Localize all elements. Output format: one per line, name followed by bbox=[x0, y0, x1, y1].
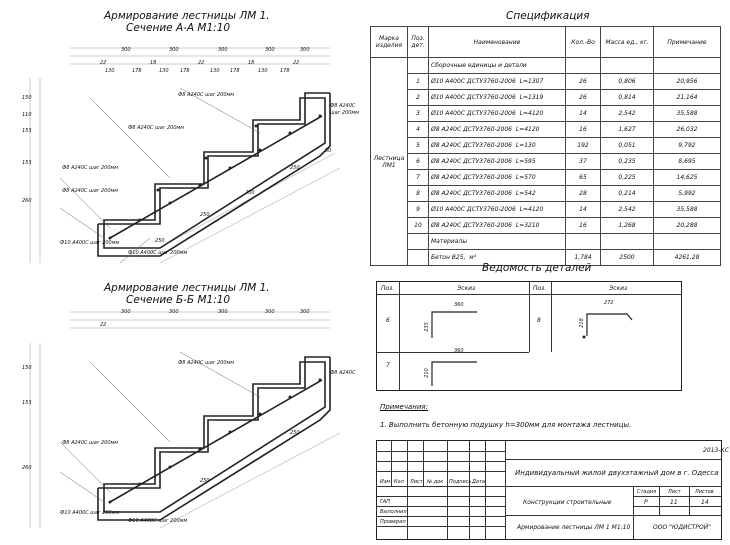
spec-header: Кол.-Во bbox=[566, 27, 601, 58]
concrete-name: Бетон В25, м³ bbox=[429, 250, 566, 266]
details-header-sketch: Эскиз bbox=[609, 285, 628, 292]
spec-cell: 26,032 bbox=[654, 122, 721, 138]
stamp-col: Дата bbox=[472, 479, 485, 485]
spec-cell: 16 bbox=[566, 122, 601, 138]
stamp-col: Изм bbox=[380, 479, 391, 485]
spec-cell: 0,225 bbox=[601, 170, 654, 186]
dim-label: 18 bbox=[248, 60, 255, 66]
product-mark: Лестница ЛМ1 bbox=[371, 58, 408, 266]
dim-label: 300 bbox=[300, 309, 310, 315]
spec-cell: 8 bbox=[408, 186, 429, 202]
sketch-6 bbox=[427, 306, 487, 342]
dim-label: 300 bbox=[121, 47, 131, 53]
dim-label: 300 bbox=[218, 309, 228, 315]
spec-header: Примечание bbox=[654, 27, 721, 58]
dim-label: 300 bbox=[265, 309, 275, 315]
dim-label: 150 bbox=[22, 95, 32, 101]
spec-cell: 26 bbox=[566, 74, 601, 90]
spec-name: Ø8 А240С ДСТУ3760-2006 L=595 bbox=[429, 154, 566, 170]
dim-label: 250 bbox=[155, 238, 165, 244]
dim-label: 22 bbox=[198, 60, 205, 66]
dim-label: 150 bbox=[22, 365, 32, 371]
rebar-callout: Ф8 А240С шаг 200мм bbox=[178, 92, 235, 98]
dim-label: 153 bbox=[22, 128, 32, 134]
dim-label: 300 bbox=[121, 309, 131, 315]
stamp-role: Проверил bbox=[380, 519, 406, 525]
spec-cell: 2 bbox=[408, 90, 429, 106]
rebar-callout: Ф10 А400С шаг 200мм bbox=[128, 250, 188, 256]
spec-name: Ø8 А240С ДСТУ3760-2006 L=3210 bbox=[429, 218, 566, 234]
dim-label: 300 bbox=[265, 47, 275, 53]
spec-name: Ø10 А400С ДСТУ3760-2006 L=4120 bbox=[429, 202, 566, 218]
spec-cell: 4 bbox=[408, 122, 429, 138]
spec-cell: 26 bbox=[566, 90, 601, 106]
dim-label: 22 bbox=[293, 60, 300, 66]
spec-group: Материалы bbox=[429, 234, 566, 250]
stair-drawing-b bbox=[0, 308, 365, 538]
spec-cell: 14 bbox=[566, 106, 601, 122]
dim-label: 130 bbox=[258, 68, 268, 74]
spec-header: Поз. дет. bbox=[408, 27, 429, 58]
rebar-callout: Ф8 А240С bbox=[330, 103, 356, 109]
spec-cell: 0,051 bbox=[601, 138, 654, 154]
specification-table bbox=[370, 26, 721, 266]
rebar-callout: шаг 200мм bbox=[330, 110, 359, 116]
sketch-dim: 360 bbox=[454, 302, 464, 308]
spec-cell: 1,268 bbox=[601, 218, 654, 234]
sketch-dim: 210 bbox=[423, 368, 430, 378]
spec-name: Ø10 А400С ДСТУ3760-2006 L=1307 bbox=[429, 74, 566, 90]
spec-cell: 8,695 bbox=[654, 154, 721, 170]
spec-cell: 7 bbox=[408, 170, 429, 186]
sketch-dim: 235 bbox=[423, 322, 430, 332]
dim-label: 22 bbox=[100, 60, 107, 66]
dim-label: 130 bbox=[210, 68, 220, 74]
title-block bbox=[376, 440, 729, 540]
spec-cell: 35,588 bbox=[654, 202, 721, 218]
spec-cell: 5,992 bbox=[654, 186, 721, 202]
details-header-pos: Поз. bbox=[381, 285, 395, 292]
spec-cell: 10 bbox=[408, 218, 429, 234]
sketch-dim: 272 bbox=[604, 300, 614, 306]
spec-cell: 1,627 bbox=[601, 122, 654, 138]
spec-cell: 65 bbox=[566, 170, 601, 186]
spec-cell: 9 bbox=[408, 202, 429, 218]
dim-label: 18 bbox=[150, 60, 157, 66]
sheets-value: 14 bbox=[701, 499, 709, 506]
dim-label: 260 bbox=[22, 198, 32, 204]
dim-label: 178 bbox=[132, 68, 142, 74]
spec-cell: 1 bbox=[408, 74, 429, 90]
notes-title: Примечания: bbox=[380, 403, 428, 411]
project-name: Индивидуальный жилой двухэтажный дом в г. Одесса bbox=[515, 469, 719, 477]
spec-cell: 0,806 bbox=[601, 74, 654, 90]
spec-group: Сборочные единицы и детали bbox=[429, 58, 566, 74]
spec-cell: 9,792 bbox=[654, 138, 721, 154]
sketch-dim: 360 bbox=[454, 348, 464, 354]
details-header-pos: Поз. bbox=[533, 285, 547, 292]
spec-cell: 0,814 bbox=[601, 90, 654, 106]
dim-label: 178 bbox=[280, 68, 290, 74]
notes-text: 1. Выполнить бетонную подушку h=300мм для монтажа лестницы. bbox=[380, 421, 632, 429]
dim-label: 250 bbox=[200, 212, 210, 218]
spec-cell: 1,784 bbox=[566, 250, 601, 266]
detail-pos: 8 bbox=[537, 317, 541, 324]
rebar-callout: Ф8 А240С шаг 200мм bbox=[62, 440, 119, 446]
stamp-col: Лист bbox=[410, 479, 423, 485]
dim-label: 130 bbox=[159, 68, 169, 74]
spec-cell: 192 bbox=[566, 138, 601, 154]
spec-name: Ø8 А240С ДСТУ3760-2006 L=570 bbox=[429, 170, 566, 186]
spec-name: Ø8 А240С ДСТУ3760-2006 L=4120 bbox=[429, 122, 566, 138]
drawing-code: 2013-КС bbox=[703, 447, 729, 454]
spec-header: Масса ед., кг. bbox=[601, 27, 654, 58]
section-b-title-line2: Сечение Б-Б М1:10 bbox=[126, 294, 231, 306]
spec-name: Ø8 А240С ДСТУ3760-2006 L=542 bbox=[429, 186, 566, 202]
dim-label: 153 bbox=[22, 160, 32, 166]
details-title: Ведомость деталей bbox=[482, 262, 592, 274]
sheets-header: Листов bbox=[695, 489, 714, 495]
spec-cell: 5 bbox=[408, 138, 429, 154]
stage-header: Стадия bbox=[637, 489, 657, 495]
drawing-name: Армирование лестницы ЛМ 1 М1:10 bbox=[517, 524, 631, 531]
spec-cell: 20,956 bbox=[654, 74, 721, 90]
spec-cell: 6 bbox=[408, 154, 429, 170]
rebar-callout: Ф8 А240С шаг 200мм bbox=[62, 188, 119, 194]
spec-cell: 28 bbox=[566, 186, 601, 202]
stamp-role: ГАП bbox=[380, 499, 390, 505]
dim-label: 300 bbox=[169, 47, 179, 53]
dim-label: 50 bbox=[325, 148, 332, 154]
spec-name: Ø8 А240С ДСТУ3760-2006 L=130 bbox=[429, 138, 566, 154]
sketch-8 bbox=[582, 306, 642, 342]
company-name: ООО "ЮДИСТРОЙ" bbox=[653, 524, 711, 531]
stamp-col: Подпись bbox=[449, 479, 472, 485]
details-header-sketch: Эскиз bbox=[457, 285, 476, 292]
sheet-value: 11 bbox=[670, 499, 678, 506]
rebar-callout: Ф10 А400С шаг 200мм bbox=[60, 510, 120, 516]
sheet-header: Лист bbox=[668, 489, 681, 495]
dim-label: 250 bbox=[200, 478, 210, 484]
spec-cell: 14 bbox=[566, 202, 601, 218]
sketch-dim: 218 bbox=[578, 318, 585, 328]
detail-pos: 6 bbox=[386, 317, 390, 324]
section-b-title bbox=[104, 282, 270, 306]
spec-title: Спецификация bbox=[506, 10, 590, 22]
section-a-title-line2: Сечение А-А М1:10 bbox=[126, 22, 231, 34]
dim-label: 130 bbox=[105, 68, 115, 74]
detail-pos: 7 bbox=[386, 362, 390, 369]
section-a-title-line1: Армирование лестницы ЛМ 1. bbox=[104, 10, 270, 22]
spec-cell: 14,625 bbox=[654, 170, 721, 186]
dim-label: 300 bbox=[169, 309, 179, 315]
spec-cell: 2,542 bbox=[601, 106, 654, 122]
dim-label: 110 bbox=[22, 112, 32, 118]
rebar-callout: Ф8 А240С шаг 200мм bbox=[178, 360, 235, 366]
dim-label: 260 bbox=[22, 465, 32, 471]
spec-cell: 3 bbox=[408, 106, 429, 122]
spec-cell: 35,588 bbox=[654, 106, 721, 122]
spec-cell: 0,214 bbox=[601, 186, 654, 202]
rebar-callout: Ф8 А240С шаг 200мм bbox=[62, 165, 119, 171]
dim-label: 300 bbox=[218, 47, 228, 53]
spec-header: Наименование bbox=[429, 27, 566, 58]
dim-label: 250 bbox=[290, 430, 300, 436]
spec-cell: 16 bbox=[566, 218, 601, 234]
section-b-title-line1: Армирование лестницы ЛМ 1. bbox=[104, 282, 270, 294]
dim-label: 178 bbox=[180, 68, 190, 74]
stamp-role: Выполнил bbox=[380, 509, 407, 515]
rebar-callout: Ф10 А400С шаг 200мм bbox=[128, 518, 188, 524]
stamp-col: № док bbox=[427, 479, 444, 485]
spec-name: Ø10 А400С ДСТУ3760-2006 L=4120 bbox=[429, 106, 566, 122]
dim-label: 250 bbox=[290, 165, 300, 171]
dim-label: 250 bbox=[245, 190, 255, 196]
dim-label: 22 bbox=[100, 322, 107, 328]
rebar-callout: Ф8 А240С шаг 200мм bbox=[128, 125, 185, 131]
spec-cell: 20,288 bbox=[654, 218, 721, 234]
dim-label: 300 bbox=[300, 47, 310, 53]
rebar-callout: Ф8 А240С bbox=[330, 370, 356, 376]
spec-cell: 0,235 bbox=[601, 154, 654, 170]
details-table bbox=[376, 281, 682, 391]
spec-cell: 37 bbox=[566, 154, 601, 170]
stage-value: Р bbox=[644, 499, 648, 506]
sketch-7 bbox=[427, 356, 487, 390]
spec-header: Марка изделия bbox=[371, 27, 408, 58]
spec-name: Ø10 А400С ДСТУ3760-2006 L=1319 bbox=[429, 90, 566, 106]
section-name: Конструкции строительные bbox=[523, 499, 612, 506]
spec-cell: 21,164 bbox=[654, 90, 721, 106]
stamp-col: Кол bbox=[394, 479, 404, 485]
dim-label: 153 bbox=[22, 400, 32, 406]
spec-cell: 2,542 bbox=[601, 202, 654, 218]
section-a-title bbox=[104, 10, 270, 34]
rebar-callout: Ф10 А400С шаг 200мм bbox=[60, 240, 120, 246]
spec-cell: 4261,28 bbox=[654, 250, 721, 266]
spec-cell: 2500 bbox=[601, 250, 654, 266]
dim-label: 178 bbox=[230, 68, 240, 74]
